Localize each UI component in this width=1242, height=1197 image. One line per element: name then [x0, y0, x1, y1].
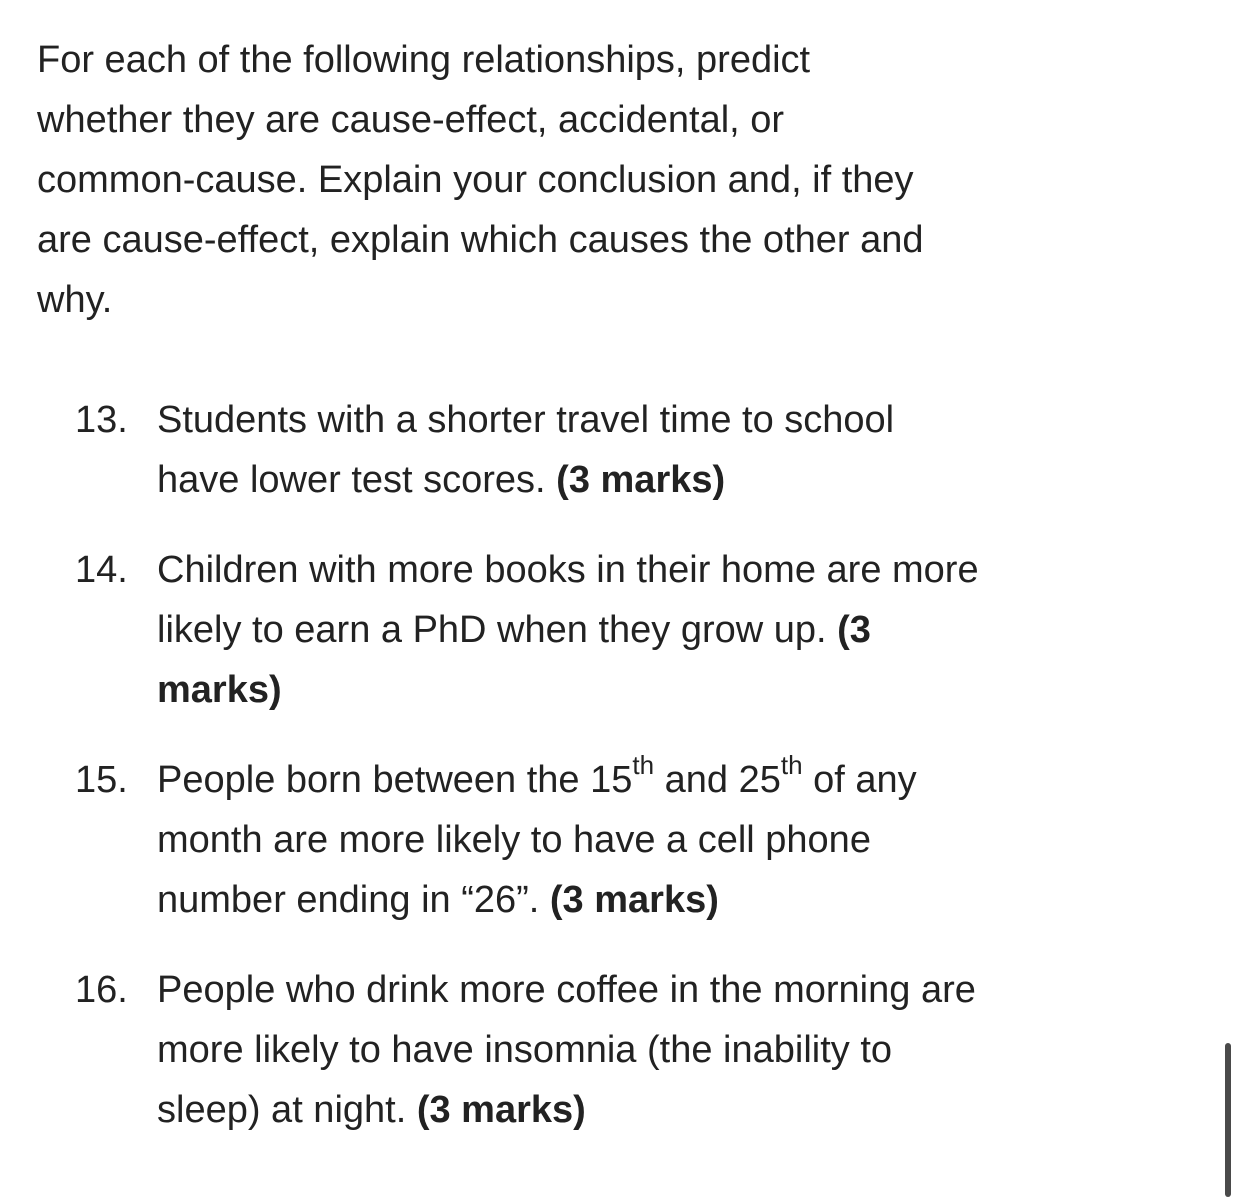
question-text-part-1: People born between the 15 [157, 759, 633, 801]
question-marks: (3 marks) [157, 609, 871, 711]
question-number: 16. [75, 969, 128, 1011]
vertical-scrollbar[interactable] [1225, 1043, 1231, 1197]
question-number: 13. [75, 399, 128, 441]
ordinal-suffix: th [780, 750, 803, 781]
question-number: 15. [75, 759, 128, 801]
ordinal-suffix: th [632, 750, 655, 781]
document-body [37, 30, 1187, 330]
question-15 [37, 750, 987, 930]
question-16 [37, 960, 987, 1140]
question-text: Children with more books in their home are more likely to earn a PhD when they grow up. [157, 549, 979, 651]
question-marks: (3 marks) [556, 459, 726, 501]
question-text: Students with a shorter travel time to school have lower test scores. [157, 399, 895, 501]
question-list [37, 390, 1187, 1170]
question-text-part-3: of any month are more likely to have a cell phone number ending in “26”. [157, 759, 917, 921]
question-number: 14. [75, 549, 128, 591]
question-14 [37, 540, 987, 720]
question-marks: (3 marks) [549, 879, 719, 921]
question-text-part-2: and 25 [654, 759, 781, 801]
question-marks: (3 marks) [416, 1089, 586, 1131]
instructions-paragraph: For each of the following relationships, predict whether they are cause-effect, accidental, or common-cause. Explain your conclusion and, if they are cause-effect, explain which causes the other and why. [37, 39, 924, 321]
question-text: People who drink more coffee in the morning are more likely to have insomnia (the inability to sleep) at night. [157, 969, 976, 1131]
question-13 [37, 390, 987, 510]
